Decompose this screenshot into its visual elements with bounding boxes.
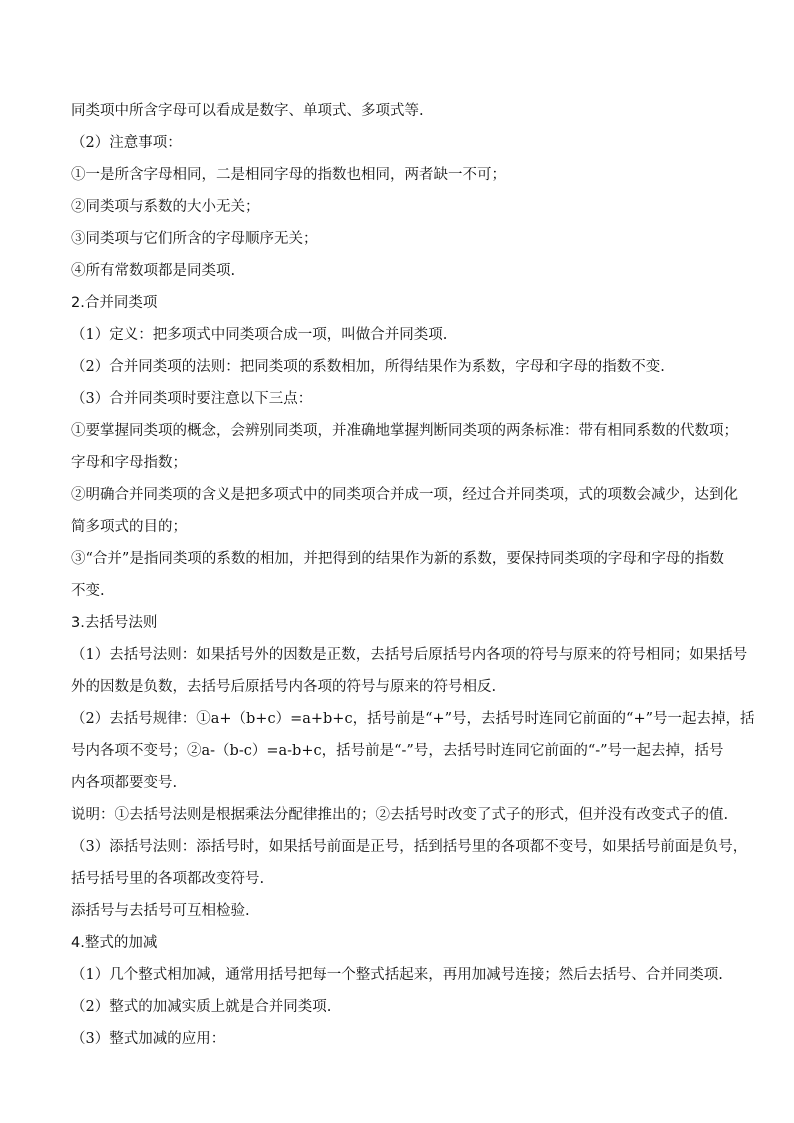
section-heading: 2.合并同类项 bbox=[71, 295, 158, 311]
text-line: ①要掌握同类项的概念，会辨别同类项，并准确地掌握判断同类项的两条标准：带有相同系数的代数项； bbox=[71, 423, 738, 439]
text-line: ②同类项与系数的大小无关； bbox=[71, 199, 260, 215]
text-line: ②明确合并同类项的含义是把多项式中的同类项合并成一项，经过合并同类项，式的项数会减少，达到化 bbox=[71, 487, 738, 503]
text-line: （1）去括号法则：如果括号外的因数是正数，去括号后原括号内各项的符号与原来的符号相同；如果括号 bbox=[71, 647, 748, 663]
text-line: （1）定义：把多项式中同类项合成一项，叫做合并同类项. bbox=[71, 327, 448, 343]
text-line: 简多项式的目的； bbox=[71, 519, 187, 535]
text-line: ③同类项与它们所含的字母顺序无关； bbox=[71, 231, 318, 247]
text-line: （3）合并同类项时要注意以下三点： bbox=[71, 391, 313, 407]
text-line: 外的因数是负数，去括号后原括号内各项的符号与原来的符号相反. bbox=[71, 679, 497, 695]
text-line: ④所有常数项都是同类项. bbox=[71, 263, 236, 279]
text-line: 号内各项不变号；②a-（b-c）=a-b+c，括号前是“-”号，去括号时连同它前面的“-”号一起去掉，括号 bbox=[71, 743, 724, 759]
text-line: 说明：①去括号法则是根据乘法分配律推出的；②去括号时改变了式子的形式，但并没有改变式子的值. bbox=[71, 807, 729, 823]
text-line: （2）去括号规律：①a+（b+c）=a+b+c，括号前是“+”号，去括号时连同它前面的“+”号一起去掉，括 bbox=[71, 711, 755, 727]
text-line: ①一是所含字母相同，二是相同字母的指数也相同，两者缺一不可； bbox=[71, 167, 506, 183]
text-line: （2）注意事项： bbox=[71, 135, 182, 151]
text-line: 不变. bbox=[71, 583, 105, 599]
text-line: 同类项中所含字母可以看成是数字、单项式、多项式等. bbox=[71, 103, 424, 119]
text-line: 字母和字母指数； bbox=[71, 455, 187, 471]
document-body bbox=[71, 95, 755, 1055]
text-line: ③“合并”是指同类项的系数的相加，并把得到的结果作为新的系数，要保持同类项的字母和字母的指数 bbox=[71, 551, 724, 567]
section-heading: 4.整式的加减 bbox=[71, 935, 158, 951]
text-line: （2）合并同类项的法则：把同类项的系数相加，所得结果作为系数，字母和字母的指数不变. bbox=[71, 359, 665, 375]
text-line: 内各项都要变号. bbox=[71, 775, 178, 791]
text-line: （2）整式的加减实质上就是合并同类项. bbox=[71, 999, 332, 1015]
text-line: 添括号与去括号可互相检验. bbox=[71, 903, 250, 919]
text-line: （3）添括号法则：添括号时，如果括号前面是正号，括到括号里的各项都不变号，如果括号前面是负号， bbox=[71, 839, 748, 855]
section-heading: 3.去括号法则 bbox=[71, 615, 158, 631]
text-line: （1）几个整式相加减，通常用括号把每一个整式括起来，再用加减号连接；然后去括号、合并同类项. bbox=[71, 967, 723, 983]
text-line: （3）整式加减的应用： bbox=[71, 1031, 226, 1047]
text-line: 括号括号里的各项都改变符号. bbox=[71, 871, 265, 887]
